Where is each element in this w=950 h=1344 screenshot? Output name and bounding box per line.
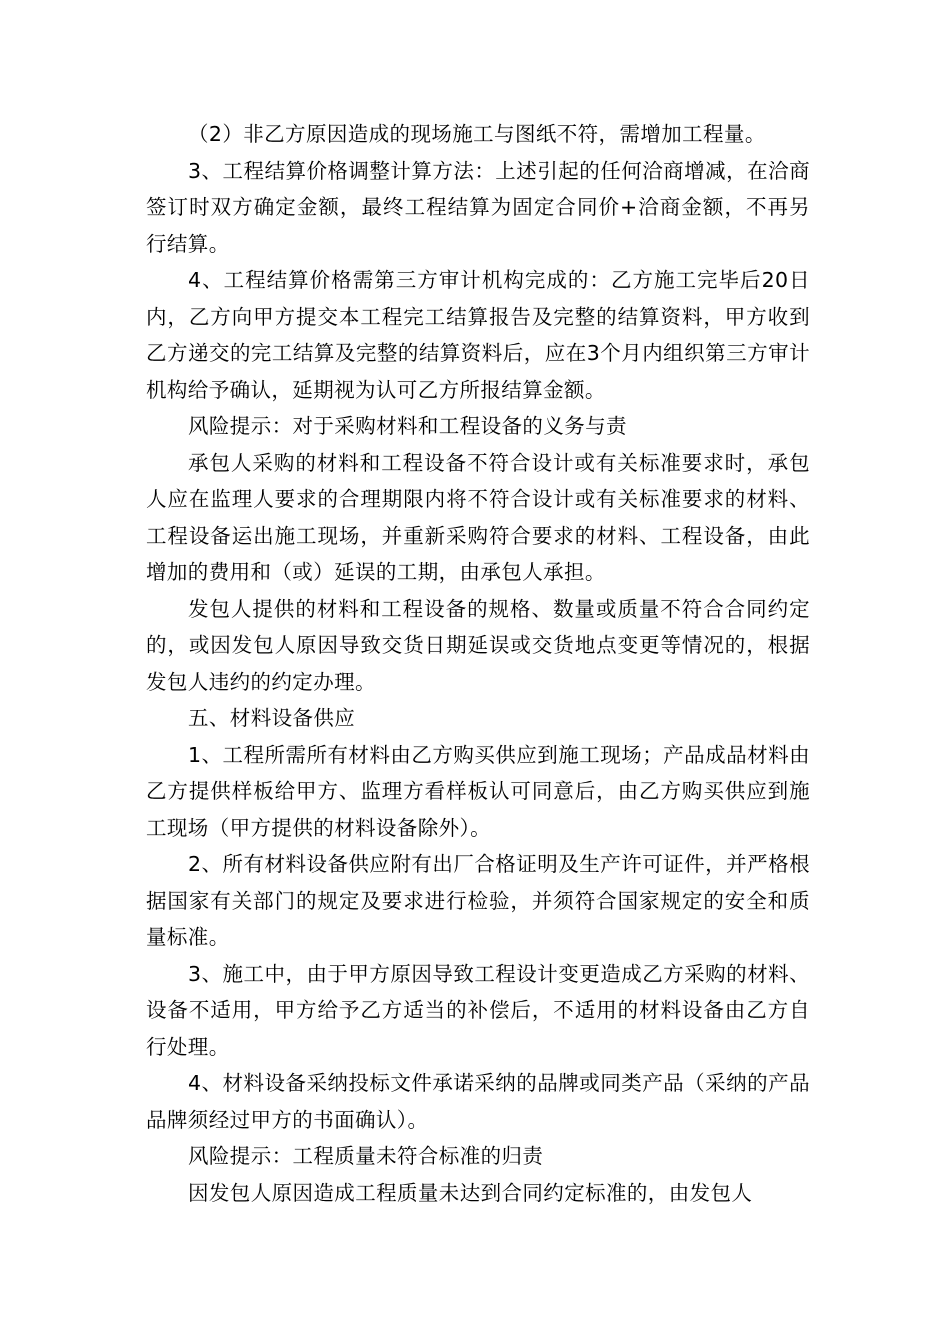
paragraph-supply-item-3: 3、施工中，由于甲方原因导致工程设计变更造成乙方采购的材料、设备不适用，甲方给予乙方适当的补偿后，不适用的材料设备由乙方自行处理。: [146, 961, 810, 1059]
paragraph-supply-item-1: 1、工程所需所有材料由乙方购买供应到施工现场；产品成品材料由乙方提供样板给甲方、监理方看样板认可同意后，由乙方购买供应到施工现场（甲方提供的材料设备除外）。: [146, 742, 810, 840]
paragraph-employer-materials: 发包人提供的材料和工程设备的规格、数量或质量不符合合同约定的，或因发包人原因导致交货日期延误或交货地点变更等情况的，根据发包人违约的约定办理。: [146, 596, 810, 694]
risk-note-materials-title: 风险提示：对于采购材料和工程设备的义务与责: [188, 414, 627, 438]
paragraph-quality-liability: 因发包人原因造成工程质量未达到合同约定标准的，由发包人: [188, 1180, 753, 1205]
section-heading-material-supply: 五、材料设备供应: [188, 706, 356, 730]
paragraph-settlement-adjustment: 3、工程结算价格调整计算方法：上述引起的任何洽商增减，在洽商签订时双方确定金额，最终工程结算为固定合同价+洽商金额，不再另行结算。: [146, 158, 810, 256]
risk-note-quality-title: 风险提示：工程质量未符合标准的归责: [188, 1144, 544, 1168]
paragraph-supply-item-4: 4、材料设备采纳投标文件承诺采纳的品牌或同类产品（采纳的产品品牌须经过甲方的书面确认）。: [146, 1071, 810, 1132]
paragraph-contractor-materials: 承包人采购的材料和工程设备不符合设计或有关标准要求时，承包人应在监理人要求的合理期限内将不符合设计或有关标准要求的材料、工程设备运出施工现场，并重新采购符合要求的材料、工程设备，由此增加的费用和（或）延误的工期，由承包人承担。: [146, 450, 810, 584]
paragraph-supply-item-2: 2、所有材料设备供应附有出厂合格证明及生产许可证件，并严格根据国家有关部门的规定及要求进行检验，并须符合国家规定的安全和质量标准。: [146, 852, 810, 949]
document-page: [146, 116, 810, 1211]
paragraph-change-reason-2: （2）非乙方原因造成的现场施工与图纸不符，需增加工程量。: [188, 122, 766, 146]
paragraph-third-party-audit: 4、工程结算价格需第三方审计机构完成的：乙方施工完毕后20日内，乙方向甲方提交本工程完工结算报告及完整的结算资料，甲方收到乙方递交的完工结算及完整的结算资料后，应在3个月内组织第三方审计机构给予确认，延期视为认可乙方所报结算金额。: [146, 268, 810, 402]
